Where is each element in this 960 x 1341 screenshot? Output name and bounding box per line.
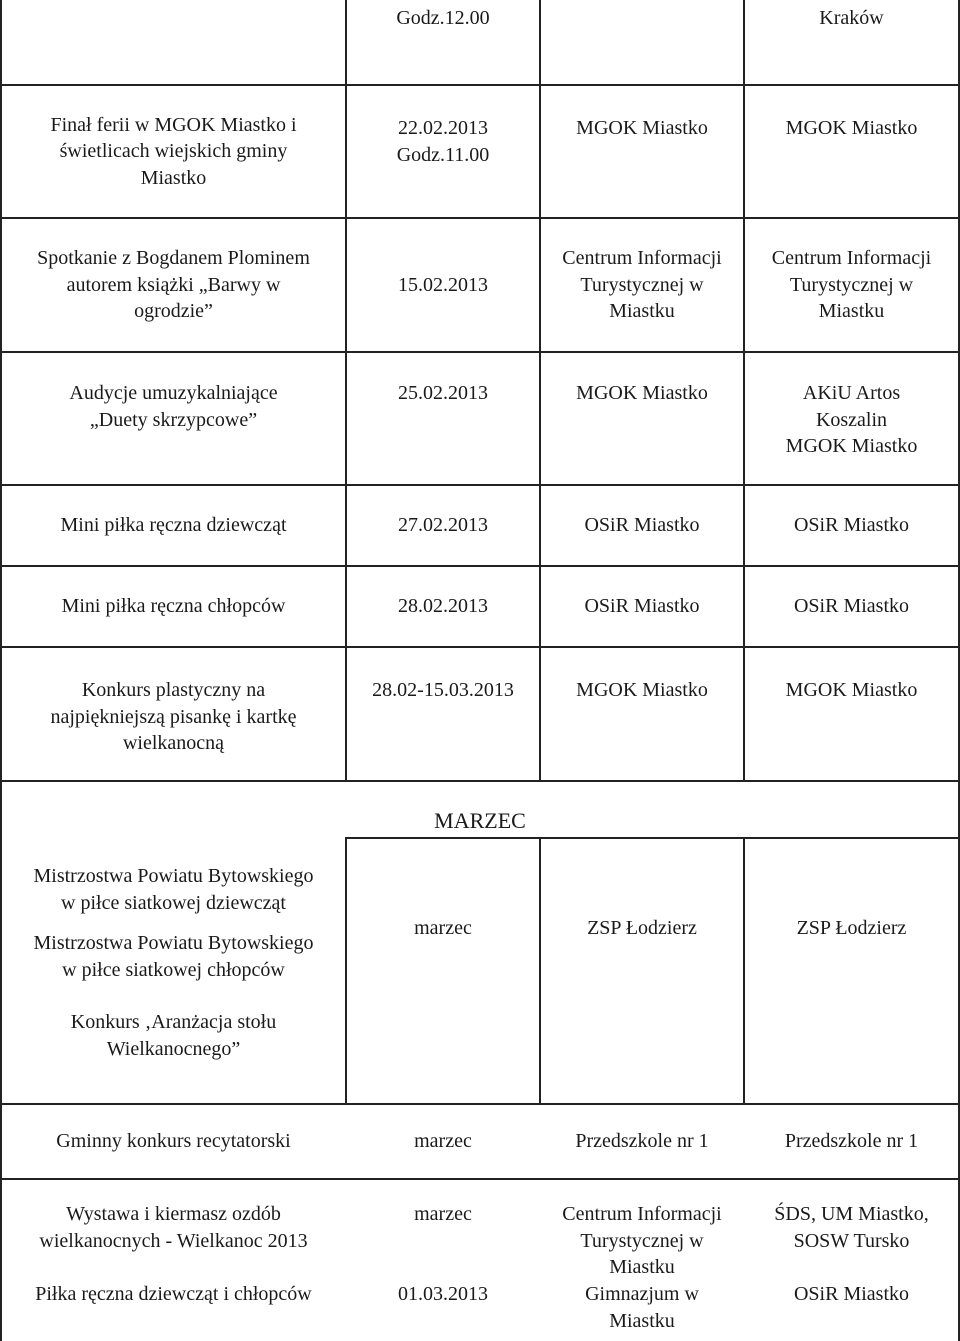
march-event-1-line-1: Mistrzostwa Powiatu Bytowskiego bbox=[33, 865, 314, 887]
table-row-5-event: Mini piłka ręczna chłopców bbox=[61, 595, 286, 618]
handball-date: 01.03.2013 bbox=[398, 1283, 488, 1305]
march-event-3-line-2: Wielkanocnego” bbox=[106, 1037, 241, 1060]
table-row-6-date: 28.02-15.03.2013 bbox=[372, 679, 514, 701]
table-row-3-date: 25.02.2013 bbox=[398, 382, 488, 404]
column-separator bbox=[539, 837, 541, 1105]
row-separator bbox=[345, 837, 960, 839]
handball-place: Gimnazjum w Miastku bbox=[585, 1283, 699, 1332]
exhibition-event: Wystawa i kiermasz ozdób wielkanocnych - Wielkanoc 2013 bbox=[39, 1203, 308, 1252]
march-block-date: marzec bbox=[414, 916, 472, 939]
table-row-6-place: MGOK Miastko bbox=[576, 679, 708, 701]
table-row-5-organizer: OSiR Miastko bbox=[793, 595, 910, 618]
table-row-1-date: 22.02.2013 Godz.11.00 bbox=[396, 117, 490, 166]
row-separator bbox=[0, 351, 960, 353]
recitation-date: marzec bbox=[414, 1130, 472, 1153]
march-event-3-line-1: Konkurs ‚Aranżacja stołu bbox=[70, 1011, 277, 1033]
month-heading: MARZEC bbox=[434, 808, 526, 833]
column-separator bbox=[345, 837, 347, 1105]
table-row-6-organizer: MGOK Miastko bbox=[785, 679, 918, 701]
march-event-1-line-2: w piłce siatkowej dziewcząt bbox=[61, 891, 286, 914]
table-row-5-date: 28.02.2013 bbox=[398, 595, 488, 618]
march-event-2-line-1: Mistrzostwa Powiatu Bytowskiego bbox=[33, 932, 314, 954]
table-row-2-place: Centrum Informacji Turystycznej w Miastku bbox=[562, 247, 722, 323]
table-row-4-date: 27.02.2013 bbox=[398, 514, 488, 537]
recitation-event: Gminny konkurs recytatorski bbox=[56, 1130, 291, 1153]
row-separator bbox=[0, 646, 960, 648]
table-row-0-organizer: Kraków bbox=[819, 6, 884, 29]
table-row-2-date: 15.02.2013 bbox=[398, 273, 488, 296]
march-block-organizer: ZSP Łodzierz bbox=[796, 916, 907, 939]
table-row-3-organizer: AKiU Artos Koszalin MGOK Miastko bbox=[785, 382, 918, 457]
table-row-1-place: MGOK Miastko bbox=[576, 117, 708, 139]
table-row-4-organizer: OSiR Miastko bbox=[793, 514, 910, 537]
column-separator bbox=[743, 837, 745, 1105]
table-row-1-event: Finał ferii w MGOK Miastko i świetlicach wiejskich gminy Miastko bbox=[50, 113, 297, 189]
recitation-place: Przedszkole nr 1 bbox=[575, 1130, 709, 1153]
table-row-3-event: Audycje umuzykalniające „Duety skrzypcowe” bbox=[69, 382, 278, 431]
exhibition-organizer: ŚDS, UM Miastko, SOSW Tursko bbox=[774, 1203, 929, 1252]
march-block-place: ZSP Łodzierz bbox=[587, 916, 697, 939]
row-separator bbox=[0, 780, 960, 782]
table-row-2-organizer: Centrum Informacji Turystycznej w Miastku bbox=[771, 247, 932, 323]
exhibition-place: Centrum Informacji Turystycznej w Miastku bbox=[562, 1203, 722, 1278]
table-row-1-organizer: MGOK Miastko bbox=[785, 117, 918, 139]
exhibition-date: marzec bbox=[414, 1203, 472, 1225]
march-block-events bbox=[2, 863, 345, 1078]
handball-organizer: OSiR Miastko bbox=[793, 1283, 910, 1305]
table-row-0-date: Godz.12.00 bbox=[396, 6, 490, 29]
recitation-organizer: Przedszkole nr 1 bbox=[784, 1130, 919, 1153]
table-row-4-event: Mini piłka ręczna dziewcząt bbox=[60, 514, 287, 537]
row-separator bbox=[0, 1178, 960, 1180]
march-event-2-line-2: w piłce siatkowej chłopców bbox=[62, 958, 285, 981]
table-row-6-event: Konkurs plastyczny na najpiękniejszą pisankę i kartkę wielkanocną bbox=[50, 679, 297, 754]
handball-event: Piłka ręczna dziewcząt i chłopców bbox=[35, 1283, 312, 1305]
table-row-2-event: Spotkanie z Bogdanem Plominem autorem książki „Barwy w ogrodzie” bbox=[37, 247, 310, 323]
table-row-5-place: OSiR Miastko bbox=[584, 595, 700, 618]
table-row-3-place: MGOK Miastko bbox=[576, 382, 708, 404]
table-row-4-place: OSiR Miastko bbox=[584, 514, 700, 537]
